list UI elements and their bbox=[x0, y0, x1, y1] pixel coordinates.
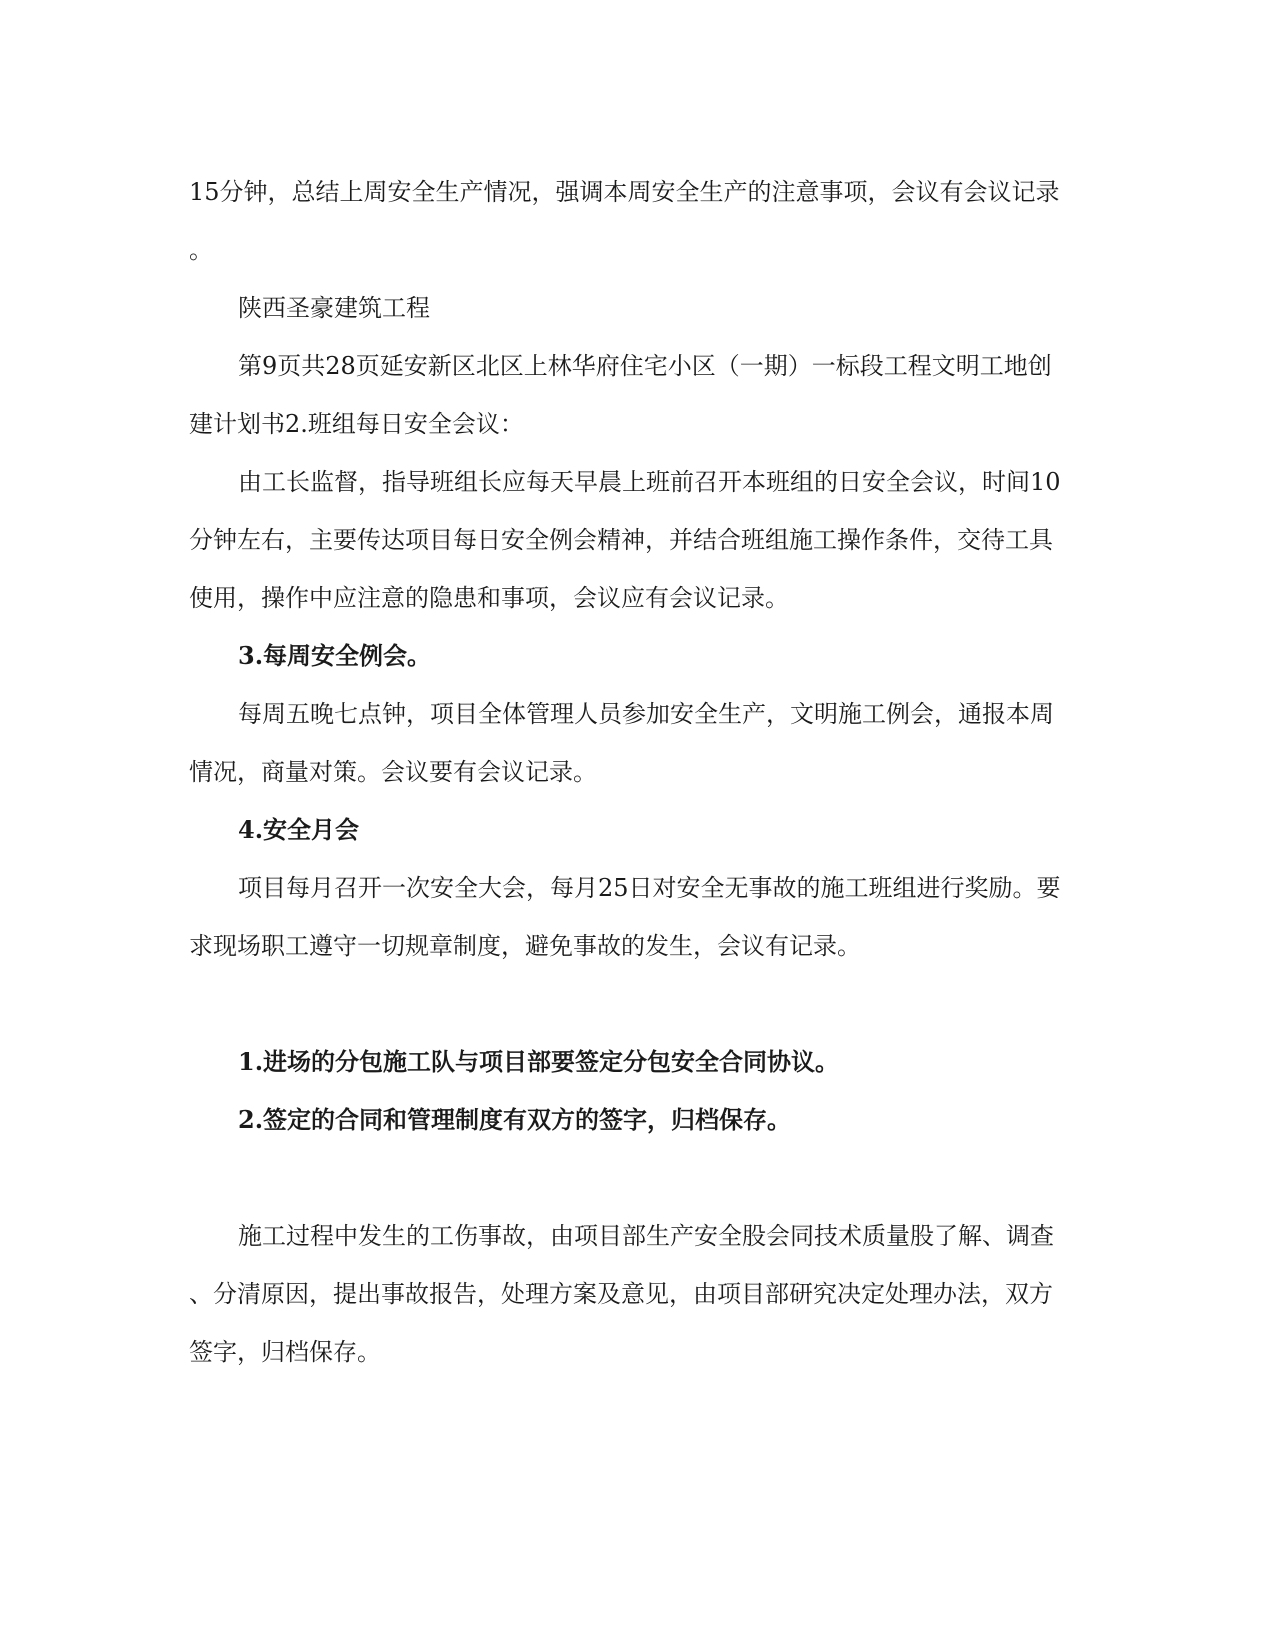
text-line: 分钟左右，主要传达项目每日安全例会精神，并结合班组施工操作条件，交待工具 bbox=[189, 526, 1053, 554]
text-line: 情况，商量对策。会议要有会议记录。 bbox=[189, 758, 597, 786]
text-line: 每周五晚七点钟，项目全体管理人员参加安全生产，文明施工例会，通报本周 bbox=[238, 700, 1054, 728]
list-item: 1.进场的分包施工队与项目部要签定分包安全合同协议。 bbox=[238, 1047, 840, 1076]
text-line: 陕西圣豪建筑工程 bbox=[238, 294, 430, 322]
section-heading: 4.安全月会 bbox=[238, 815, 360, 844]
text-line: 建计划书2.班组每日安全会议： bbox=[189, 410, 524, 438]
section-heading: 3.每周安全例会。 bbox=[238, 641, 432, 670]
text-line: 项目每月召开一次安全大会，每月25日对安全无事故的施工班组进行奖励。要 bbox=[238, 874, 1061, 902]
text-line: 、分清原因，提出事故报告，处理方案及意见，由项目部研究决定处理办法，双方 bbox=[189, 1280, 1053, 1308]
text-line: 。 bbox=[189, 236, 213, 264]
text-line: 签字，归档保存。 bbox=[189, 1338, 381, 1366]
text-line: 求现场职工遵守一切规章制度，避免事故的发生，会议有记录。 bbox=[189, 932, 861, 960]
text-line: 第9页共28页延安新区北区上林华府住宅小区（一期）一标段工程文明工地创 bbox=[238, 352, 1052, 380]
text-line: 15分钟，总结上周安全生产情况，强调本周安全生产的注意事项，会议有会议记录 bbox=[189, 178, 1060, 206]
text-line: 使用，操作中应注意的隐患和事项，会议应有会议记录。 bbox=[189, 584, 789, 612]
list-item: 2.签定的合同和管理制度有双方的签字，归档保存。 bbox=[238, 1105, 792, 1134]
text-line: 施工过程中发生的工伤事故，由项目部生产安全股会同技术质量股了解、调查 bbox=[238, 1222, 1054, 1250]
text-line: 由工长监督，指导班组长应每天早晨上班前召开本班组的日安全会议，时间10 bbox=[238, 468, 1061, 496]
